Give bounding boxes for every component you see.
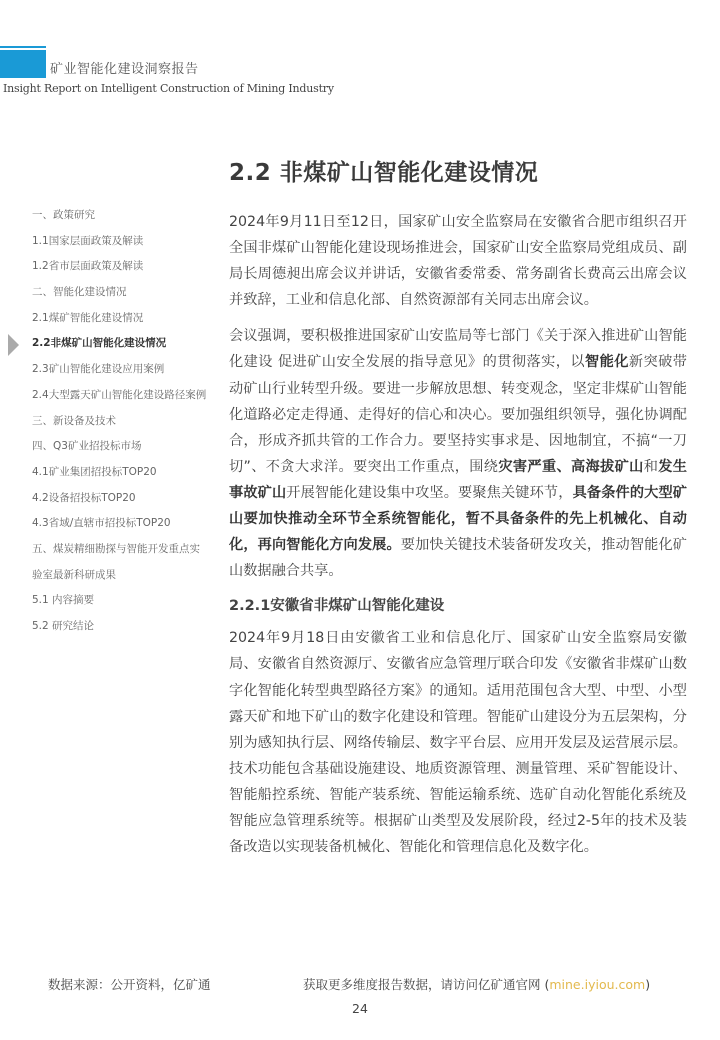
toc-item[interactable]: 4.3省域/直辖市招投标TOP20: [32, 517, 171, 530]
header-accent-line: [0, 46, 46, 48]
toc-current-arrow-icon: [8, 334, 19, 356]
footer-more-prefix: 获取更多维度报告数据，请访问亿矿通官网 (: [303, 977, 550, 992]
para2-bold-4: 具备条件的大型矿山要加快推动全环节全系统智能化，暂不具备条件的先上机械化、自动化，再向智能化方向发展。: [229, 484, 687, 554]
toc-item[interactable]: 2.1煤矿智能化建设情况: [32, 311, 144, 324]
toc-item[interactable]: 5.2 研究结论: [32, 620, 95, 632]
table-of-contents: [32, 207, 222, 644]
toc-item[interactable]: 4.2设备招投标TOP20: [32, 491, 136, 504]
main-content: [229, 154, 687, 870]
para2-text-2: 新突破带动矿山行业转型升级。要进一步解放思想、转变观念，坚定非煤矿山智能化道路必定走得通、走得好的信心和决心。要加强组织领导，强化协调配合，形成齐抓共管的工作合力。要坚持实事求是、因地制宜，不搞“一刀切”、不贪大求洋。要突出工作重点，围绕: [229, 354, 687, 475]
section-title: 2.2 非煤矿山智能化建设情况: [229, 160, 539, 186]
page-number: 24: [352, 1001, 368, 1016]
toc-item[interactable]: 1.1国家层面政策及解读: [32, 234, 144, 247]
para2-bold-3: 发生事故矿山: [229, 458, 687, 501]
paragraph-3: 2024年9月18日由安徽省工业和信息化厅、国家矿山安全监察局安徽局、安徽省自然资源厅、安徽省应急管理厅联合印发《安徽省非煤矿山数字化智能化转型典型路径方案》的通知。适用范围包含大型、中型、小型露天矿和地下矿山的数字化建设和管理。智能矿山建设分为五层架构，分别为感知执行层、网络传输层、数字平台层、应用开发层及运营展示层。技术功能包含基础设施建设、地质资源管理、测量管理、采矿智能设计、智能船控系统、智能产装系统、智能运输系统、选矿自动化智能化系统及智能应急管理系统等。根据矿山类型及发展阶段，经过2-5年的技术及装备改造以实现装备机械化、智能化和管理信息化及数字化。: [229, 630, 687, 856]
para2-text-4: 开展智能化建设集中攻坚。要聚焦关键环节，: [286, 484, 573, 501]
toc-item[interactable]: 验室最新科研成果: [32, 568, 116, 581]
paragraph-1: 2024年9月11日至12日，国家矿山安全监察局在安徽省合肥市组织召开全国非煤矿山智能化建设现场推进会，国家矿山安全监察局党组成员、副局长周德昶出席会议并讲话，安徽省委常委、常务副省长费高云出席会议并致辞，工业和信息化部、自然资源部有关同志出席会议。: [229, 214, 687, 309]
data-source: 数据来源：公开资料，亿矿通: [48, 977, 211, 992]
website-link[interactable]: mine.iyiou.com: [549, 977, 646, 992]
toc-item[interactable]: 2.3矿山智能化建设应用案例: [32, 363, 165, 376]
toc-item[interactable]: 5.1 内容摘要: [32, 594, 95, 607]
report-title: 矿业智能化建设洞察报告: [50, 62, 199, 77]
toc-item-active[interactable]: 2.2非煤矿山智能化建设情况: [32, 337, 167, 350]
report-subtitle: Insight Report on Intelligent Construction of Mining Industry: [3, 82, 334, 95]
para2-text-5: 要加快关键技术装备研发攻关，推动智能化矿山数据融合共享。: [229, 537, 687, 580]
toc-item[interactable]: 4.1矿业集团招投标TOP20: [32, 465, 157, 478]
para2-bold-2: 灾害严重、高海拔矿山: [498, 458, 644, 475]
toc-item[interactable]: 四、Q3矿业招投标市场: [32, 440, 142, 453]
subsection-title: 2.2.1安徽省非煤矿山智能化建设: [229, 598, 445, 615]
para2-text-3: 和: [643, 458, 659, 475]
toc-item[interactable]: 一、政策研究: [32, 209, 95, 221]
footer-more-suffix: ): [645, 977, 651, 992]
toc-item[interactable]: 三、新设备及技术: [32, 414, 116, 427]
para2-text-1: 会议强调，要积极推进国家矿山安监局等七部门《关于深入推进矿山智能化建设 促进矿山安全发展的指导意见》的贯彻落实，以: [229, 328, 687, 371]
toc-item[interactable]: 二、智能化建设情况: [32, 286, 127, 299]
toc-item[interactable]: 五、煤炭精细勘探与智能开发重点实: [32, 542, 200, 555]
toc-item[interactable]: 2.4大型露天矿山智能化建设路径案例: [32, 388, 207, 401]
toc-item[interactable]: 1.2省市层面政策及解读: [32, 260, 144, 273]
header-accent-block: [0, 50, 46, 78]
paragraph-2: [229, 323, 687, 584]
footer-more-info: [303, 975, 650, 993]
para2-bold-1: 智能化: [585, 354, 629, 371]
